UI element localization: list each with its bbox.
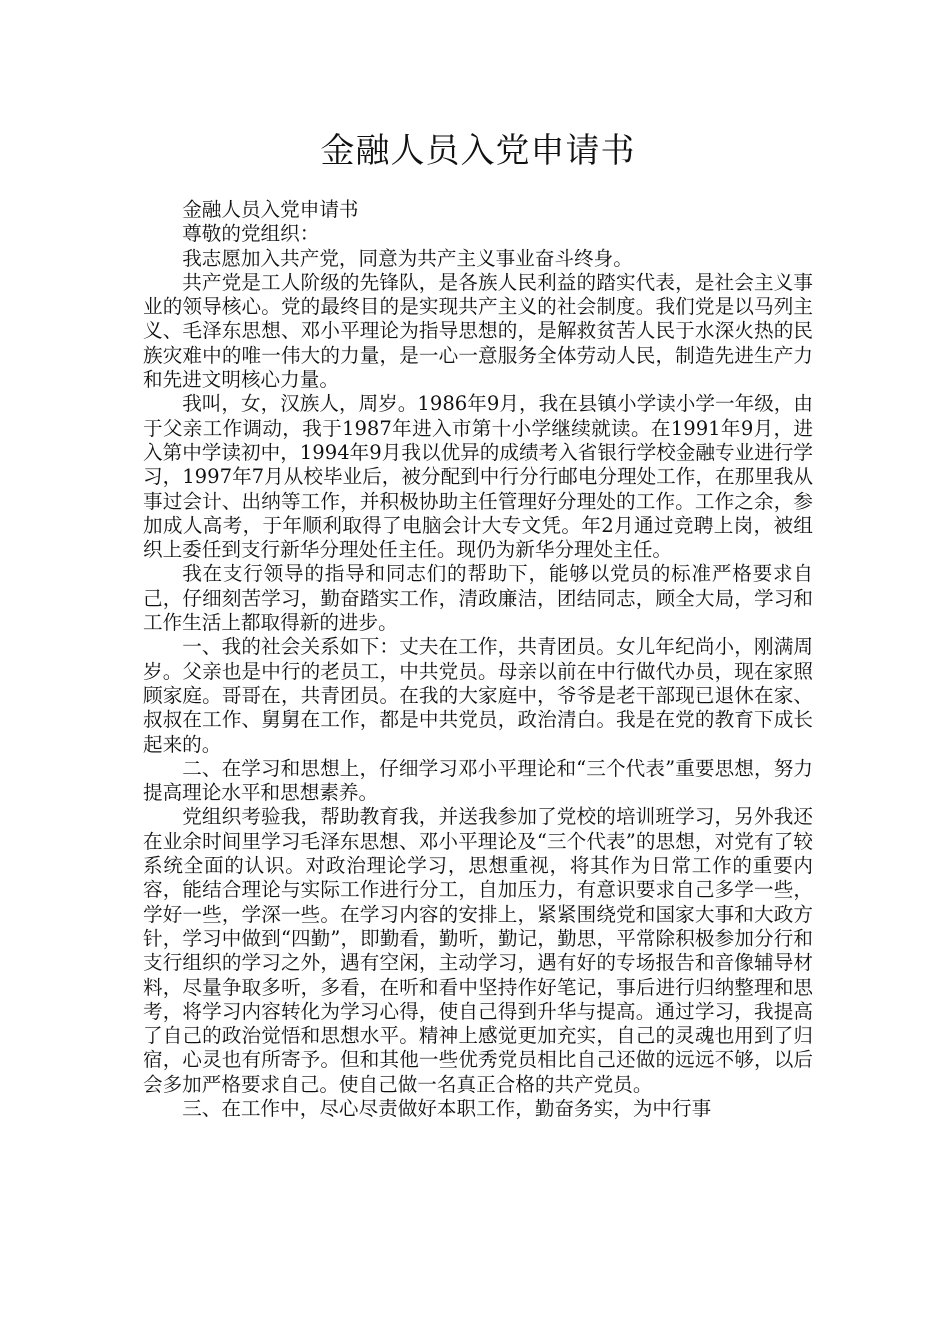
document-body: [143, 198, 813, 1121]
paragraph-study-heading: 二、在学习和思想上，仔细学习邓小平理论和“三个代表”重要思想，努力提高理论水平和思想素养。: [143, 756, 813, 805]
paragraph-study-details: 党组织考验我，帮助教育我，并送我参加了党校的培训班学习，另外我还在业余时间里学习毛泽东思想、邓小平理论及“三个代表”的思想，对党有了较系统全面的认识。对政治理论学习，思想重视，将其作为日常工作的重要内容，能结合理论与实际工作进行分工，自加压力，有意识要求自己多学一些，学好一些，学深一些。在学习内容的安排上，紧紧围绕党和国家大事和大政方针，学习中做到“四勤”，即勤看，勤听，勤记，勤思，平常除积极参加分行和支行组织的学习之外，遇有空闲，主动学习，遇有好的专场报告和音像辅导材料，尽量争取多听，多看，在听和看中坚持作好笔记，事后进行归纳整理和思考，将学习内容转化为学习心得，使自己得到升华与提高。通过学习，我提高了自己的政治觉悟和思想水平。精神上感觉更加充实，自己的灵魂也用到了归宿，心灵也有所寄予。但和其他一些优秀党员相比自己还做的远远不够，以后会多加严格要求自己。使自己做一名真正合格的共产党员。: [143, 805, 813, 1096]
paragraph-social-relations: 一、我的社会关系如下：丈夫在工作，共青团员。女儿年纪尚小，刚满周岁。父亲也是中行的老员工，中共党员。母亲以前在中行做代办员，现在家照顾家庭。哥哥在，共青团员。在我的大家庭中，爷爷是老干部现已退休在家、叔叔在工作、舅舅在工作，都是中共党员，政治清白。我是在党的教育下成长起来的。: [143, 635, 813, 756]
document-page: [143, 128, 813, 1121]
paragraph-pledge: 我志愿加入共产党，同意为共产主义事业奋斗终身。: [182, 246, 633, 270]
paragraph-personal-history: 我叫，女，汉族人，周岁。1986年9月，我在县镇小学读小学一年级，由于父亲工作调动，我于1987年进入市第十小学继续就读。在1991年9月，进入第中学读初中，1994年9月我以优异的成绩考入省银行学校金融专业进行学习，1997年7月从校毕业后，被分配到中行分行邮电分理处工作，在那里我从事过会计、出纳等工作，并积极协助主任管理好分理处的工作。工作之余，参加成人高考，于年顺利取得了电脑会计大专文凭。年2月通过竞聘上岗，被组织上委任到支行新华分理处任主任。现仍为新华分理处主任。: [143, 392, 813, 562]
paragraph-self-discipline: 我在支行领导的指导和同志们的帮助下，能够以党员的标准严格要求自己，仔细刻苦学习，勤奋踏实工作，清政廉洁，团结同志，顾全大局，学习和工作生活上都取得新的进步。: [143, 562, 813, 635]
paragraph-work-heading: 三、在工作中，尽心尽责做好本职工作，勤奋务实，为中行事: [182, 1096, 712, 1120]
paragraph-party-intro: 共产党是工人阶级的先锋队，是各族人民利益的踏实代表，是社会主义事业的领导核心。党的最终目的是实现共产主义的社会制度。我们党是以马列主义、毛泽东思想、邓小平理论为指导思想的，是解救贫苦人民于水深火热的民族灾难中的唯一伟大的力量，是一心一意服务全体劳动人民，制造先进生产力和先进文明核心力量。: [143, 270, 813, 392]
document-title: 金融人员入党申请书: [320, 131, 636, 171]
paragraph-salutation: 尊敬的党组织：: [182, 222, 320, 246]
paragraph-heading: 金融人员入党申请书: [182, 198, 359, 221]
